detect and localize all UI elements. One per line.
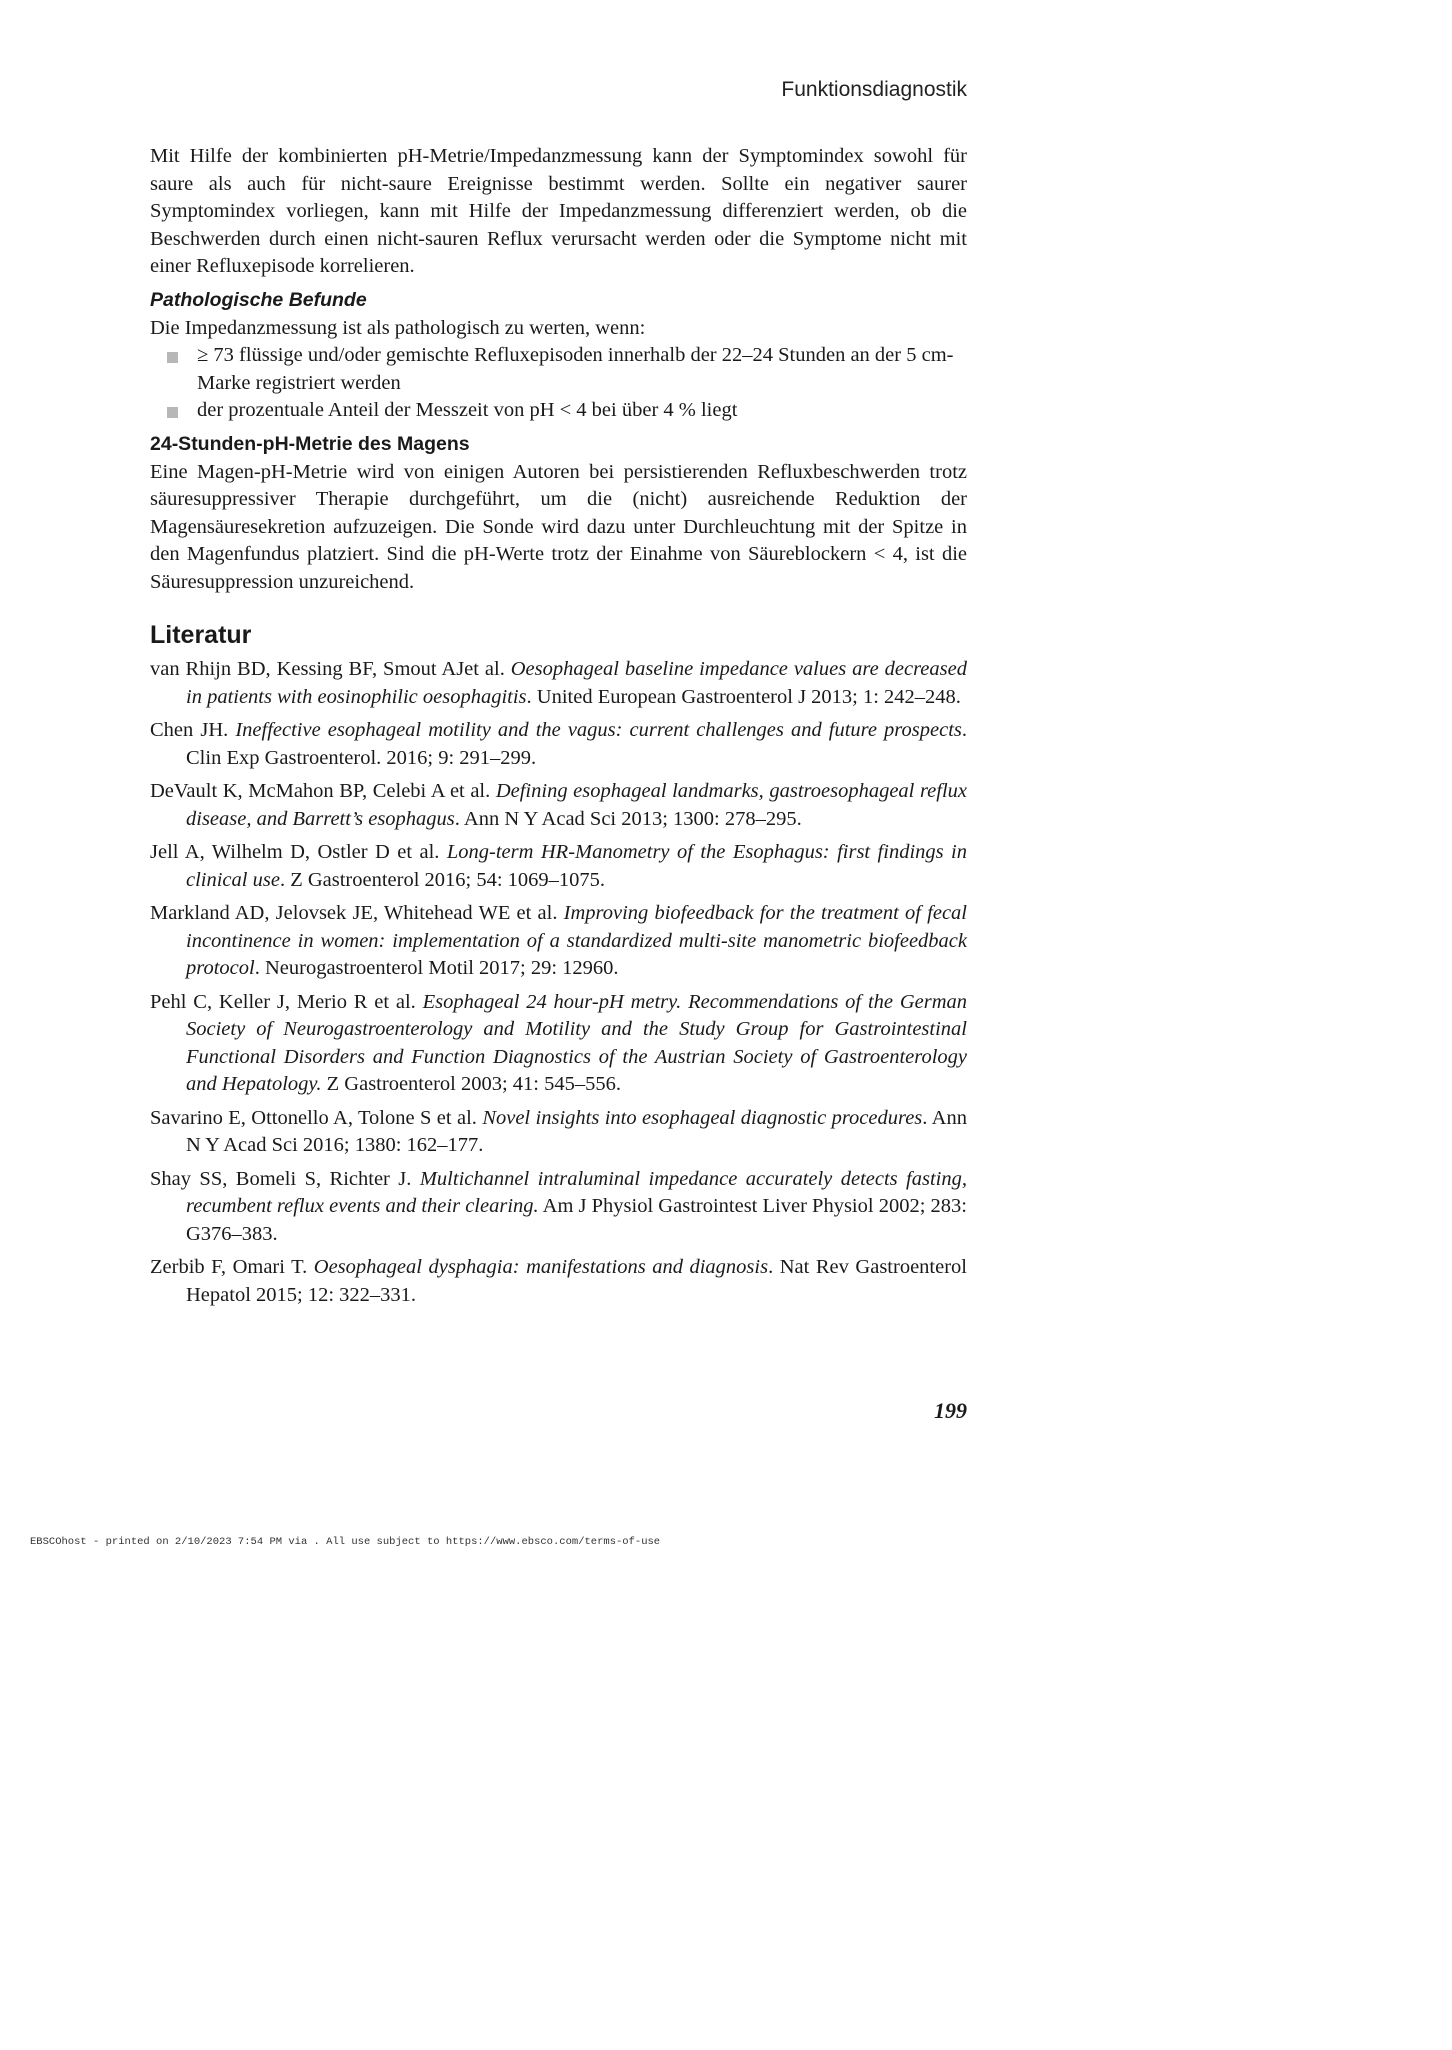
reference-title: Oesophageal dysphagia: manifestations and diagnosis bbox=[313, 1256, 769, 1278]
square-bullet-icon bbox=[167, 352, 178, 363]
reference-source: . Nat Rev Gastroenterol Hepatol 2015; 12: 322–331. bbox=[186, 1256, 967, 1306]
reference-title: Improving biofeedback for the treatment of fecal incontinence in women: implementation of a standardized multi-site manometric biofeedback protocol bbox=[186, 902, 967, 979]
list-item-text: ≥ 73 flüssige und/oder gemischte Refluxepisoden innerhalb der 22–24 Stunden an der 5 cm-Marke registriert werden bbox=[197, 344, 954, 394]
reference-source: . Clin Exp Gastroenterol. 2016; 9: 291–299. bbox=[186, 719, 967, 769]
reference-authors: Jell A, Wilhelm D, Ostler D et al. bbox=[150, 841, 447, 863]
reference-title: Esophageal 24 hour-pH metry. Recommendations of the German Society of Neurogastroenterology and Motility and the Study Group for Gastrointestinal Functional Disorders and Function Diagnostics of the Austrian Society of Gastroenterology and Hepatology. bbox=[186, 990, 967, 1095]
reference-source: . Ann N Y Acad Sci 2013; 1300: 278–295. bbox=[454, 807, 802, 830]
reference-title: Multichannel intraluminal impedance accurately detects fasting, recumbent reflux events and their clearing. bbox=[186, 1167, 968, 1217]
reference-item bbox=[150, 1105, 967, 1160]
reference-authors: Markland AD, Jelovsek JE, Whitehead WE et al. bbox=[150, 902, 564, 924]
reference-authors: Pehl C, Keller J, Merio R et al. bbox=[150, 990, 423, 1013]
list-item-text: der prozentuale Anteil der Messzeit von pH < 4 bei über 4 % liegt bbox=[197, 399, 738, 421]
reference-title: Ineffective esophageal motility and the vagus: current challenges and future prospects bbox=[235, 719, 962, 741]
reference-item bbox=[150, 656, 967, 711]
page-number: 199 bbox=[934, 1398, 967, 1423]
reference-item bbox=[150, 989, 967, 1099]
gastric-paragraph: Eine Magen-pH-Metrie wird von einigen Autoren bei persistierenden Refluxbeschwerden trotz säuresuppressiver Therapie durchgeführt, um die (nicht) ausreichende Reduktion der Magensäuresekretion aufzuzeigen. Die Sonde wird dazu unter Durchleuchtung mit der Spitze in den Magenfundus platziert. Sind die pH-Werte trotz der Einahme von Säureblockern < 4, ist die Säuresuppression unzureichend. bbox=[150, 460, 967, 593]
reference-authors: DeVault K, McMahon BP, Celebi A et al. bbox=[150, 780, 496, 802]
intro-paragraph: Mit Hilfe der kombinierten pH-Metrie/Impedanzmessung kann der Symptomindex sowohl für saure als auch für nicht-saure Ereignisse bestimmt werden. Sollte ein negativer saurer Symptomindex vorliegen, kann mit Hilfe der Impedanzmessung differenziert werden, ob die Beschwerden durch einen nicht-sauren Reflux verursacht werden oder die Symptome nicht mit einer Refluxepisode korrelieren. bbox=[150, 145, 967, 277]
pathologic-lead: Die Impedanzmessung ist als pathologisch zu werten, wenn: bbox=[150, 316, 646, 339]
reference-list bbox=[150, 656, 967, 1309]
reference-title: Oesophageal baseline impedance values are decreased in patients with eosinophilic oesophagitis bbox=[186, 658, 967, 708]
reference-source: . Ann N Y Acad Sci 2016; 1380: 162–177. bbox=[186, 1106, 967, 1156]
reference-title: Defining esophageal landmarks, gastroesophageal reflux disease, and Barrett’s esophagus bbox=[186, 780, 967, 830]
page-content bbox=[150, 143, 967, 1315]
reference-item bbox=[150, 717, 967, 772]
reference-item bbox=[150, 839, 967, 894]
reference-source: Z Gastroenterol 2003; 41: 545–556. bbox=[321, 1073, 621, 1095]
reference-title: Long-term HR-Manometry of the Esophagus: first findings in clinical use bbox=[186, 841, 968, 891]
reference-source: Am J Physiol Gastrointest Liver Physiol 2002; 283: G376–383. bbox=[186, 1195, 967, 1245]
reference-item bbox=[150, 1254, 967, 1309]
pathologic-heading: Pathologische Befunde bbox=[150, 288, 367, 311]
reference-authors: Chen JH. bbox=[150, 719, 236, 741]
literature-heading: Literatur bbox=[150, 621, 252, 649]
pathologic-list bbox=[150, 342, 967, 425]
reference-authors: Savarino E, Ottonello A, Tolone S et al. bbox=[150, 1106, 483, 1129]
gastric-heading: 24-Stunden-pH-Metrie des Magens bbox=[150, 432, 470, 455]
reference-source: . Neurogastroenterol Motil 2017; 29: 12960. bbox=[254, 957, 619, 979]
reference-item bbox=[150, 1166, 967, 1249]
reference-title: Novel insights into esophageal diagnostic procedures bbox=[482, 1106, 923, 1129]
reference-item bbox=[150, 900, 967, 983]
reference-authors: Shay SS, Bomeli S, Richter J. bbox=[150, 1167, 420, 1190]
running-head: Funktionsdiagnostik bbox=[781, 78, 967, 101]
reference-authors: van Rhijn BD, Kessing BF, Smout AJet al. bbox=[150, 658, 511, 680]
reference-item bbox=[150, 778, 967, 833]
list-item bbox=[150, 342, 967, 397]
print-footer: EBSCOhost - printed on 2/10/2023 7:54 PM via . All use subject to https://www.ebsco.com/terms-of-use bbox=[30, 1536, 661, 1548]
reference-source: . Z Gastroenterol 2016; 54: 1069–1075. bbox=[279, 868, 606, 891]
reference-source: . United European Gastroenterol J 2013; 1: 242–248. bbox=[526, 685, 961, 708]
square-bullet-icon bbox=[167, 407, 178, 418]
reference-authors: Zerbib F, Omari T. bbox=[150, 1256, 314, 1278]
list-item bbox=[150, 397, 967, 425]
